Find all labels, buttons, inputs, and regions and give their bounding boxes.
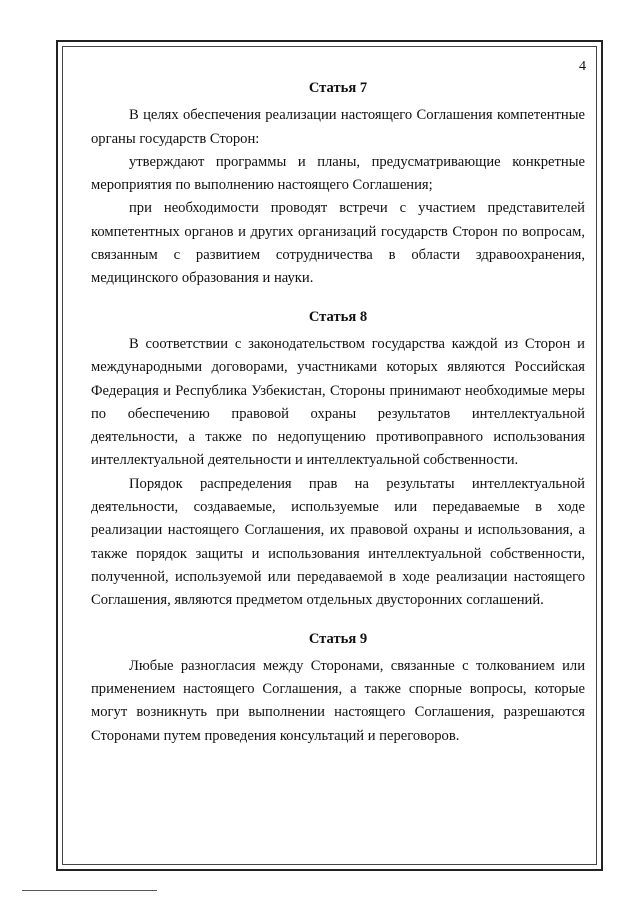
document-body — [91, 77, 585, 748]
page-number: 4 — [579, 59, 586, 74]
paragraph: В соответствии с законодательством государства каждой из Сторон и международными договорами, участниками которых являются Российская Федерация и Республика Узбекистан, Стороны принимают необходимые меры по обеспечению правовой охраны результатов интеллектуальной деятельности, а также по недопущению противоправного использования интеллектуальной деятельности и интеллектуальной собственности. — [91, 335, 585, 469]
article-heading: Статья 8 — [308, 308, 368, 325]
paragraph: Любые разногласия между Сторонами, связанные с толкованием или применением настоящего Соглашения, а также спорные вопросы, которые могут возникнуть при выполнении настоящего Соглашения, разрешаются Сторонами путем проведения консультаций и переговоров. — [91, 657, 585, 744]
paragraph: утверждают программы и планы, предусматривающие конкретные мероприятия по выполнению настоящего Соглашения; — [91, 153, 585, 194]
paragraph: В целях обеспечения реализации настоящего Соглашения компетентные органы государств Сторон: — [91, 107, 585, 147]
paragraph: Порядок распределения прав на результаты интеллектуальной деятельности, создаваемые, используемые или передаваемые в ходе реализации настоящего Соглашения, их правовой охраны и использования, а также порядок защиты и использования интеллектуальной собственности, полученной, используемой или передаваемой в ходе реализации настоящего Соглашения, являются предметом отдельных двусторонних соглашений. — [91, 475, 585, 609]
article-7 — [91, 77, 585, 291]
article-8 — [91, 306, 585, 613]
scan-edge-line — [22, 890, 157, 891]
paragraph: при необходимости проводят встречи с участием представителей компетентных органов и других организаций государств Сторон по вопросам, связанным с развитием сотрудничества в области здравоохранения, медицинского образования и науки. — [91, 200, 585, 287]
article-9 — [91, 628, 585, 748]
article-heading: Статья 9 — [308, 630, 368, 647]
article-heading: Статья 7 — [308, 80, 368, 96]
